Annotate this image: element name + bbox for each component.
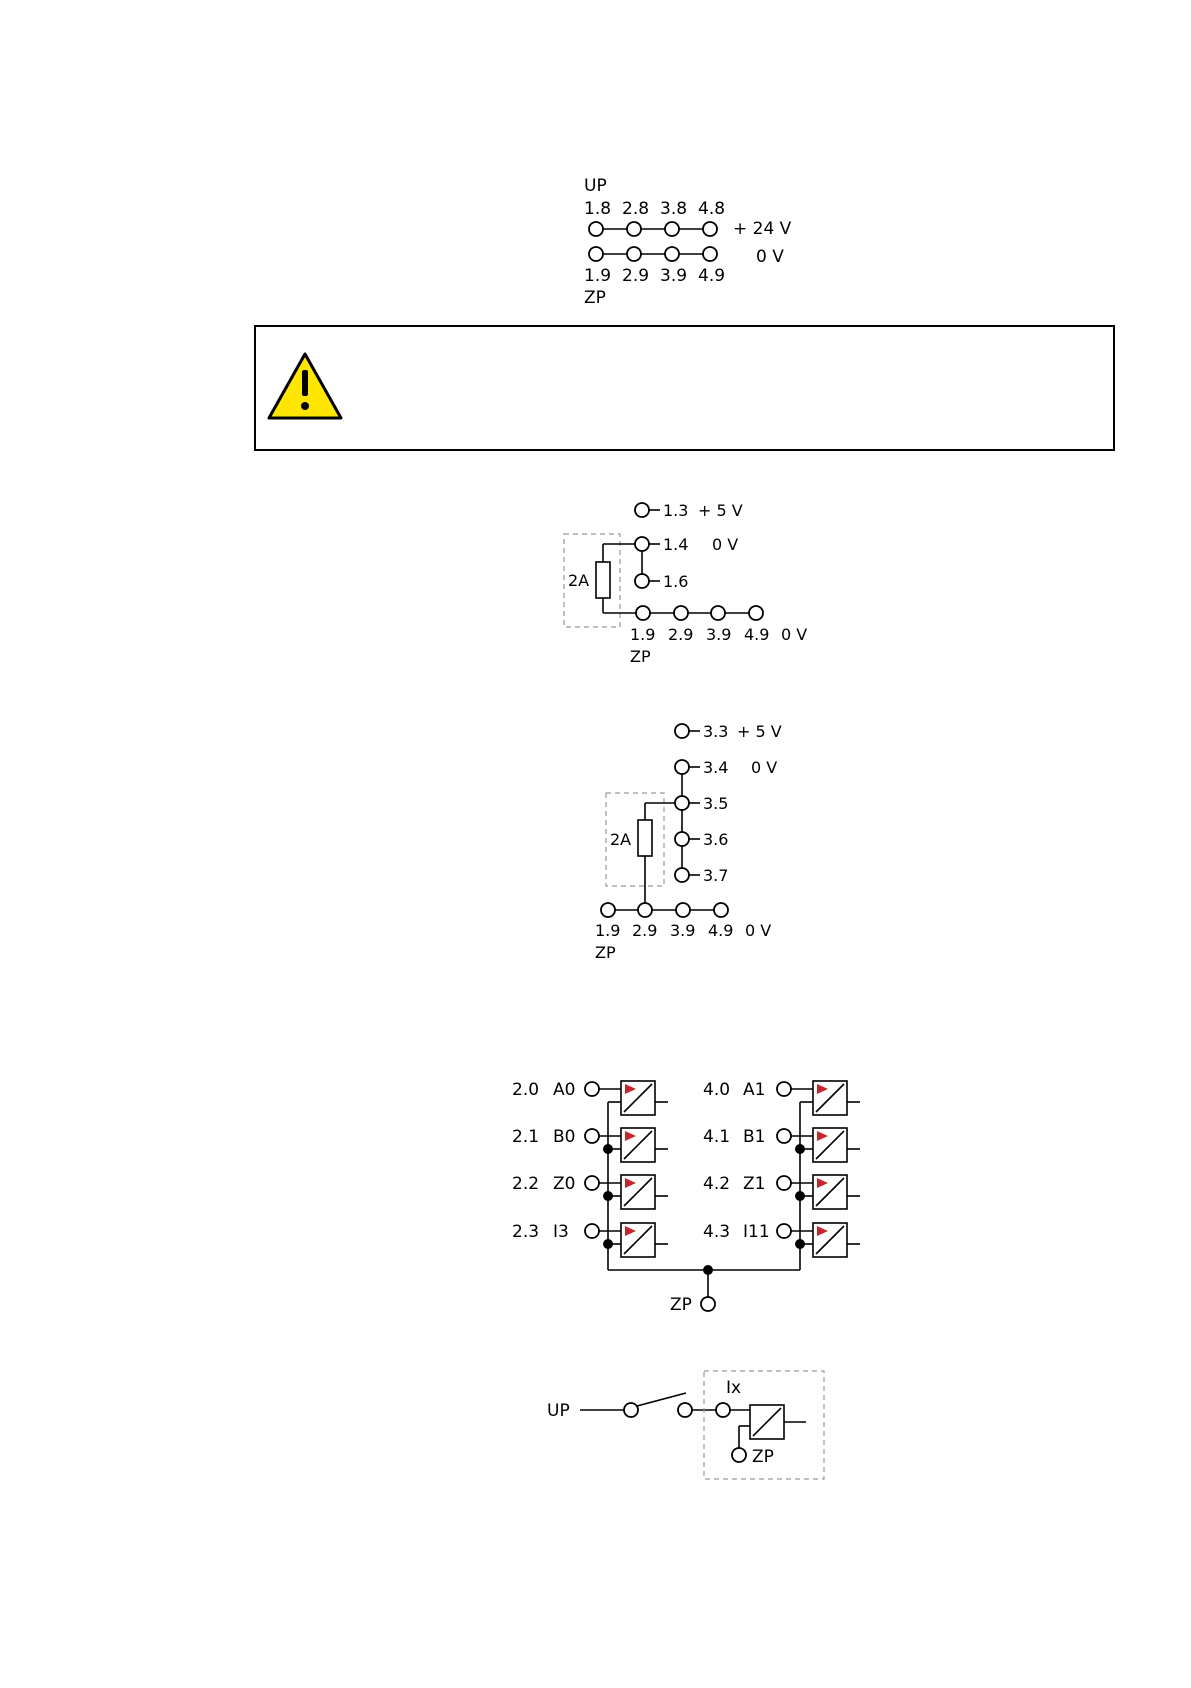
input-signal-label: A0 — [553, 1080, 576, 1100]
terminal-circle — [676, 903, 690, 917]
supply-up-label: UP — [584, 176, 607, 196]
terminal-circle — [589, 247, 603, 261]
input-channel-a0 — [585, 1081, 668, 1115]
supply-diagram — [584, 176, 792, 308]
terminal-1-4-label: 1.4 — [663, 535, 689, 554]
supply-terminal-4-8: 4.8 — [698, 199, 726, 219]
terminal-3-5-label: 3.5 — [703, 794, 729, 813]
terminal-circle — [749, 606, 763, 620]
switch-zp-label: ZP — [752, 1447, 774, 1467]
plus-5v-label: + 5 V — [737, 722, 782, 741]
terminal-circle — [627, 247, 641, 261]
fuse-diagram-2 — [595, 722, 782, 962]
zero-v-label: 0 V — [751, 758, 778, 777]
input-signal-label: B0 — [553, 1127, 576, 1147]
supply-24v-label: + 24 V — [733, 219, 792, 239]
terminal-3-4-label: 3.4 — [703, 758, 729, 777]
terminal-circle — [703, 247, 717, 261]
input-signal-label: B1 — [743, 1127, 766, 1147]
zp-terminal — [701, 1297, 715, 1311]
supply-terminal-1-8: 1.8 — [584, 199, 612, 219]
terminal-circle — [636, 606, 650, 620]
zp-label: ZP — [630, 647, 651, 666]
input-channel-b0 — [585, 1128, 668, 1162]
terminal-3-7-label: 3.7 — [703, 866, 729, 885]
ix-label: Ix — [726, 1378, 742, 1398]
supply-terminal-3-8: 3.8 — [660, 199, 688, 219]
input-channel-z0 — [585, 1175, 668, 1209]
zp-common-label: ZP — [670, 1295, 692, 1315]
terminal-2-9-label: 2.9 — [668, 625, 694, 644]
input-signal-label: A1 — [743, 1080, 766, 1100]
terminal-3-9-label: 3.9 — [706, 625, 732, 644]
switch-up-label: UP — [547, 1401, 570, 1421]
terminal-3-6-label: 3.6 — [703, 830, 729, 849]
plus-5v-label: + 5 V — [698, 501, 743, 520]
terminal-circle — [635, 574, 649, 588]
zero-v-label: 0 V — [781, 625, 808, 644]
supply-terminal-1-9: 1.9 — [584, 266, 612, 286]
zero-v-label: 0 V — [712, 535, 739, 554]
input-terminal-label: 2.3 — [512, 1222, 540, 1242]
switch-contact — [637, 1393, 686, 1406]
terminal-circle — [635, 537, 649, 551]
input-channel-i3 — [585, 1223, 668, 1257]
switch-diagram — [547, 1371, 824, 1479]
warning-box — [255, 326, 1114, 450]
terminal-circle — [635, 503, 649, 517]
terminal-circle — [601, 903, 615, 917]
terminal-1-9-label: 1.9 — [630, 625, 656, 644]
supply-terminal-3-9: 3.9 — [660, 266, 688, 286]
input-channel-b1 — [777, 1128, 860, 1162]
terminal-1-3-label: 1.3 — [663, 501, 689, 520]
terminal-circle — [665, 222, 679, 236]
supply-terminal-4-9: 4.9 — [698, 266, 726, 286]
terminal-1-9-label: 1.9 — [595, 921, 621, 940]
input-terminal-label: 4.1 — [703, 1127, 731, 1147]
input-terminal-label: 2.1 — [512, 1127, 540, 1147]
fuse-icon — [638, 820, 652, 856]
zp-label: ZP — [595, 943, 616, 962]
input-channel-a1 — [777, 1081, 860, 1115]
terminal-circle — [675, 724, 689, 738]
terminal-circle — [711, 606, 725, 620]
terminal-circle — [589, 222, 603, 236]
inputs-diagram — [512, 1080, 860, 1315]
input-signal-label: I11 — [743, 1222, 770, 1242]
input-terminal-label: 4.3 — [703, 1222, 731, 1242]
terminal-circle — [714, 903, 728, 917]
terminal-4-9-label: 4.9 — [708, 921, 734, 940]
input-signal-label: Z0 — [553, 1174, 576, 1194]
supply-terminal-2-9: 2.9 — [622, 266, 650, 286]
terminal-2-9-label: 2.9 — [632, 921, 658, 940]
fuse-rating-label: 2A — [568, 571, 590, 590]
zero-v-label: 0 V — [745, 921, 772, 940]
terminal-circle — [665, 247, 679, 261]
terminal-4-9-label: 4.9 — [744, 625, 770, 644]
terminal-circle — [675, 832, 689, 846]
terminal-circle — [675, 796, 689, 810]
fuse-diagram-1 — [564, 501, 807, 666]
terminal-circle — [627, 222, 641, 236]
terminal-circle — [675, 760, 689, 774]
terminal-3-3-label: 3.3 — [703, 722, 729, 741]
input-signal-label: Z1 — [743, 1174, 766, 1194]
supply-0v-label: 0 V — [756, 247, 784, 267]
input-signal-label: I3 — [553, 1222, 569, 1242]
supply-terminal-2-8: 2.8 — [622, 199, 650, 219]
input-terminal-label: 4.2 — [703, 1174, 731, 1194]
input-channel-i11 — [777, 1223, 860, 1257]
supply-zp-label: ZP — [584, 288, 606, 308]
input-channel-z1 — [777, 1175, 860, 1209]
fuse-icon — [596, 562, 610, 598]
terminal-1-6-label: 1.6 — [663, 572, 689, 591]
terminal-circle — [675, 868, 689, 882]
terminal-circle — [703, 222, 717, 236]
terminal-3-9-label: 3.9 — [670, 921, 696, 940]
fuse-rating-label: 2A — [610, 830, 632, 849]
terminal-circle — [674, 606, 688, 620]
input-terminal-label: 4.0 — [703, 1080, 731, 1100]
input-terminal-label: 2.0 — [512, 1080, 540, 1100]
terminal-circle — [638, 903, 652, 917]
input-terminal-label: 2.2 — [512, 1174, 540, 1194]
